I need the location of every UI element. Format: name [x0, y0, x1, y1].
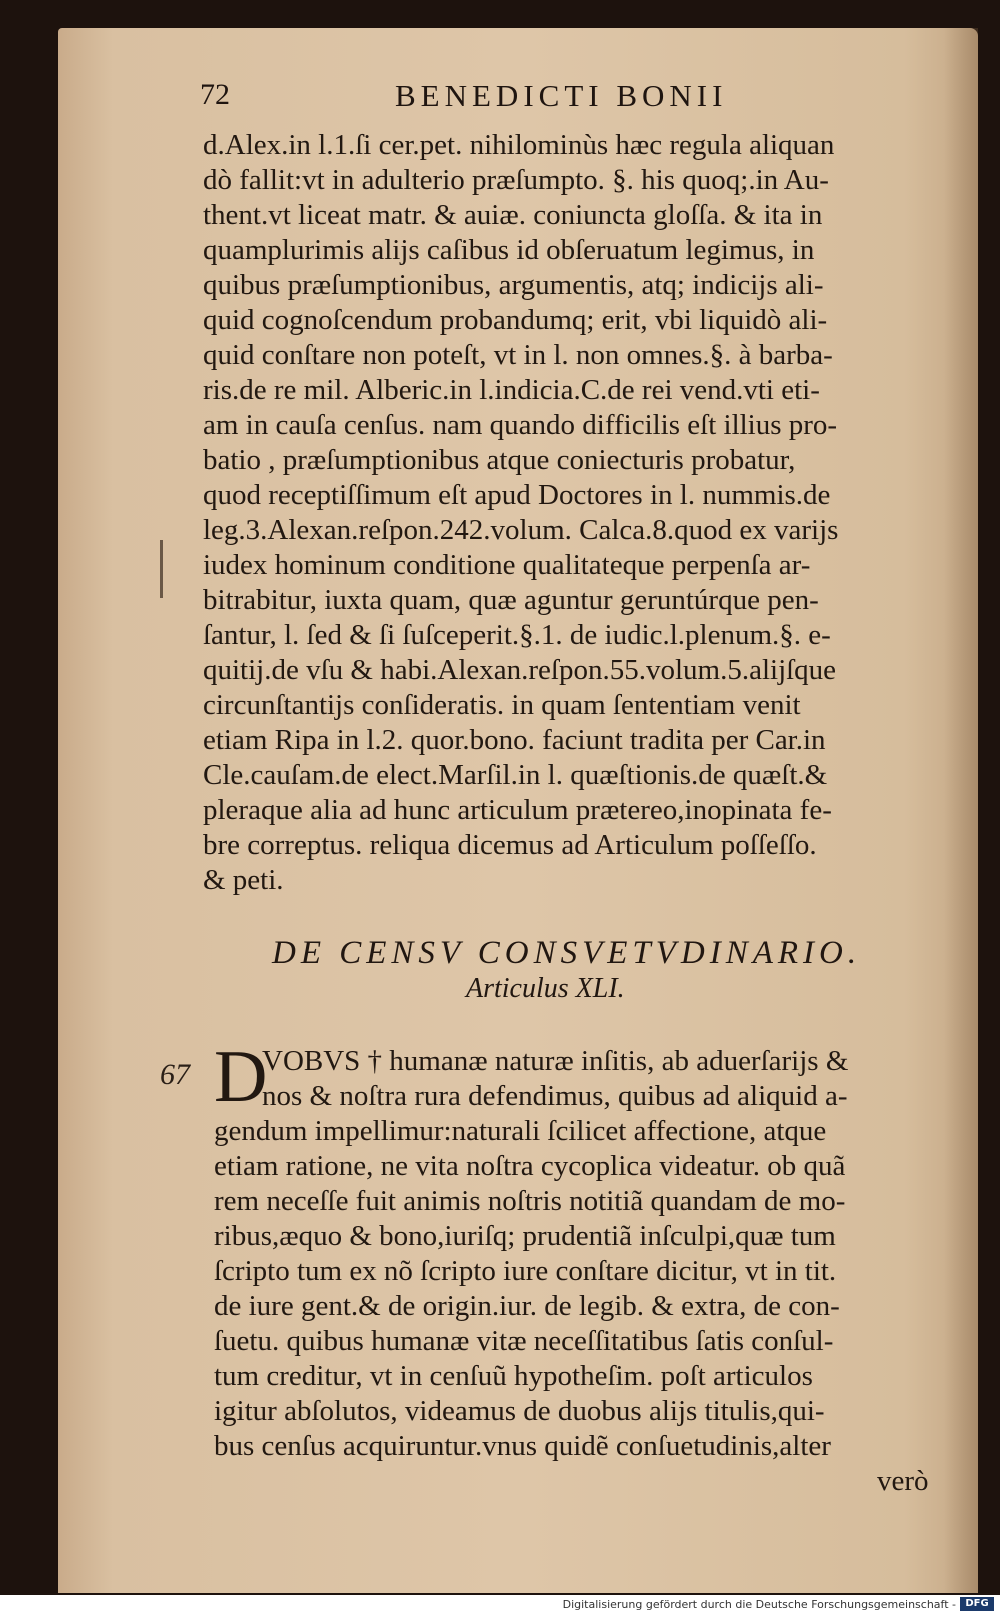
text-line: bre correptus. reliqua dicemus ad Articulum poſſeſſo.	[203, 829, 817, 861]
text-line: quod receptiſſimum eſt apud Doctores in l. nummis.de	[203, 479, 831, 511]
text-line: gendum impellimur:naturali ſcilicet affectione, atque	[214, 1115, 827, 1147]
text-line: pleraque alia ad hunc articulum prætereo,inopinata fe-	[203, 794, 832, 826]
text-line: ribus,æquo & bono,iuriſq; prudentiã inſculpi,quæ tum	[214, 1220, 836, 1252]
margin-mark	[160, 540, 163, 598]
text-line: bus cenſus acquiruntur.vnus quidẽ conſuetudinis,alter	[214, 1430, 831, 1462]
text-line: etiam ratione, ne vita noſtra cycoplica videatur. ob quã	[214, 1150, 846, 1182]
text-line: ris.de re mil. Alberic.in l.indicia.C.de rei vend.vti eti-	[203, 374, 820, 406]
text-line: thent.vt liceat matr. & auiæ. coniuncta gloſſa. & ita in	[203, 199, 823, 231]
catchword: verò	[877, 1465, 929, 1497]
text-line: VOBVS † humanæ naturæ inſitis, ab aduerſarijs &	[262, 1045, 849, 1077]
text-line: de iure gent.& de origin.iur. de legib. & extra, de con-	[214, 1290, 840, 1322]
text-line: etiam Ripa in l.2. quor.bono. faciunt tradita per Car.in	[203, 724, 826, 756]
text-line: tum creditur, vt in cenſuũ hypotheſim. poſt articulos	[214, 1360, 813, 1392]
section-heading: DE CENSV CONSVETVDINARIO.	[272, 935, 862, 971]
text-line: quibus præſumptionibus, argumentis, atq; indicijs ali-	[203, 269, 824, 301]
section-subheading: Articulus XLI.	[466, 973, 625, 1004]
footer-credit: Digitalisierung gefördert durch die Deutsche Forschungsgemeinschaft -	[562, 1598, 956, 1611]
text-line: rem neceſſe fuit animis noſtris notitiã quandam de mo-	[214, 1185, 846, 1217]
text-line: leg.3.Alexan.reſpon.242.volum. Calca.8.quod ex varijs	[203, 514, 839, 546]
margin-number: 67	[160, 1058, 190, 1091]
text-line: & peti.	[203, 864, 284, 896]
running-title: BENEDICTI BONII	[395, 78, 728, 113]
text-line: quitij.de vſu & habi.Alexan.reſpon.55.volum.5.alijſque	[203, 654, 837, 686]
text-line: d.Alex.in l.1.ſi cer.pet. nihilominùs hæc regula aliquan	[203, 129, 835, 161]
text-line: nos & noſtra rura defendimus, quibus ad aliquid a-	[262, 1080, 848, 1112]
text-line: quid conſtare non poteſt, vt in l. non omnes.§. à barba-	[203, 339, 833, 371]
text-line: circunſtantijs conſideratis. in quam ſententiam venit	[203, 689, 801, 721]
text-line: Cle.cauſam.de elect.Marſil.in l. quæſtionis.de quæſt.&	[203, 759, 828, 791]
text-line: am in cauſa cenſus. nam quando difficilis eſt illius pro-	[203, 409, 838, 441]
page-edge-shadow	[944, 28, 978, 1593]
text-line: ſantur, l. ſed & ſi ſuſceperit.§.1. de iudic.l.plenum.§. e-	[203, 619, 831, 651]
text-line: quamplurimis alijs caſibus id obſeruatum legimus, in	[203, 234, 815, 266]
page-number: 72	[200, 78, 230, 111]
running-head	[200, 78, 960, 118]
text-line: batio , præſumptionibus atque coniecturis probatur,	[203, 444, 796, 476]
text-line: ſuetu. quibus humanæ vitæ neceſſitatibus ſatis conſul-	[214, 1325, 834, 1357]
dfg-logo: DFG	[960, 1597, 994, 1611]
text-line: dò fallit:vt in adulterio præſumpto. §. his quoq;.in Au-	[203, 164, 829, 196]
text-line: igitur abſolutos, videamus de duobus alijs titulis,qui-	[214, 1395, 825, 1427]
text-line: bitrabitur, iuxta quam, quæ aguntur geruntúrque pen-	[203, 584, 819, 616]
text-line: ſcripto tum ex nõ ſcripto iure conſtare dicitur, vt in tit.	[214, 1255, 837, 1287]
text-line: iudex hominum conditione qualitateque perpenſa ar-	[203, 549, 811, 581]
text-line: quid cognoſcendum probandumq; erit, vbi liquidò ali-	[203, 304, 828, 336]
drop-cap: D	[214, 1036, 268, 1118]
